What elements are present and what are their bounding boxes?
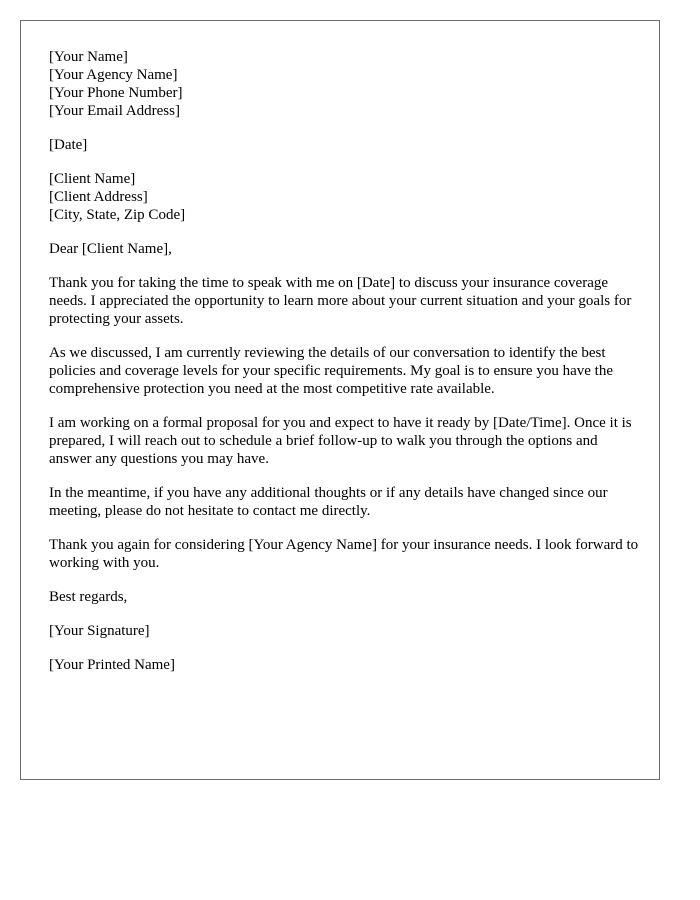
sender-agency: [Your Agency Name] bbox=[49, 67, 178, 83]
letter-content bbox=[49, 48, 639, 690]
sender-phone: [Your Phone Number] bbox=[49, 85, 183, 101]
letter-date: [Date] bbox=[49, 137, 88, 153]
sender-email: [Your Email Address] bbox=[49, 103, 180, 119]
body-paragraph-4: In the meantime, if you have any additional thoughts or if any details have changed since our meeting, please do not hesitate to contact me directly. bbox=[49, 485, 608, 519]
body-paragraph-1: Thank you for taking the time to speak with me on [Date] to discuss your insurance coverage needs. I appreciated the opportunity to learn more about your current situation and your goals for protecting your assets. bbox=[49, 275, 632, 327]
letter-page bbox=[20, 20, 660, 780]
printed-name: [Your Printed Name] bbox=[49, 657, 175, 673]
body-paragraph-5: Thank you again for considering [Your Agency Name] for your insurance needs. I look forward to working with you. bbox=[49, 537, 639, 571]
sender-name: [Your Name] bbox=[49, 49, 128, 65]
recipient-address: [Client Address] bbox=[49, 189, 148, 205]
date-block bbox=[49, 136, 639, 154]
recipient-name: [Client Name] bbox=[49, 171, 136, 187]
signature: [Your Signature] bbox=[49, 623, 150, 639]
closing: Best regards, bbox=[49, 589, 128, 605]
body-paragraph-3: I am working on a formal proposal for you and expect to have it ready by [Date/Time]. Once it is prepared, I will reach out to schedule a brief follow-up to walk you through the options and answer any questions you may have. bbox=[49, 415, 632, 467]
recipient-city-state-zip: [City, State, Zip Code] bbox=[49, 207, 186, 223]
sender-block bbox=[49, 48, 639, 120]
recipient-block bbox=[49, 170, 639, 224]
salutation: Dear [Client Name], bbox=[49, 241, 172, 257]
body-paragraph-2: As we discussed, I am currently reviewing the details of our conversation to identify the best policies and coverage levels for your specific requirements. My goal is to ensure you have the comprehensive protection you need at the most competitive rate available. bbox=[49, 345, 613, 397]
